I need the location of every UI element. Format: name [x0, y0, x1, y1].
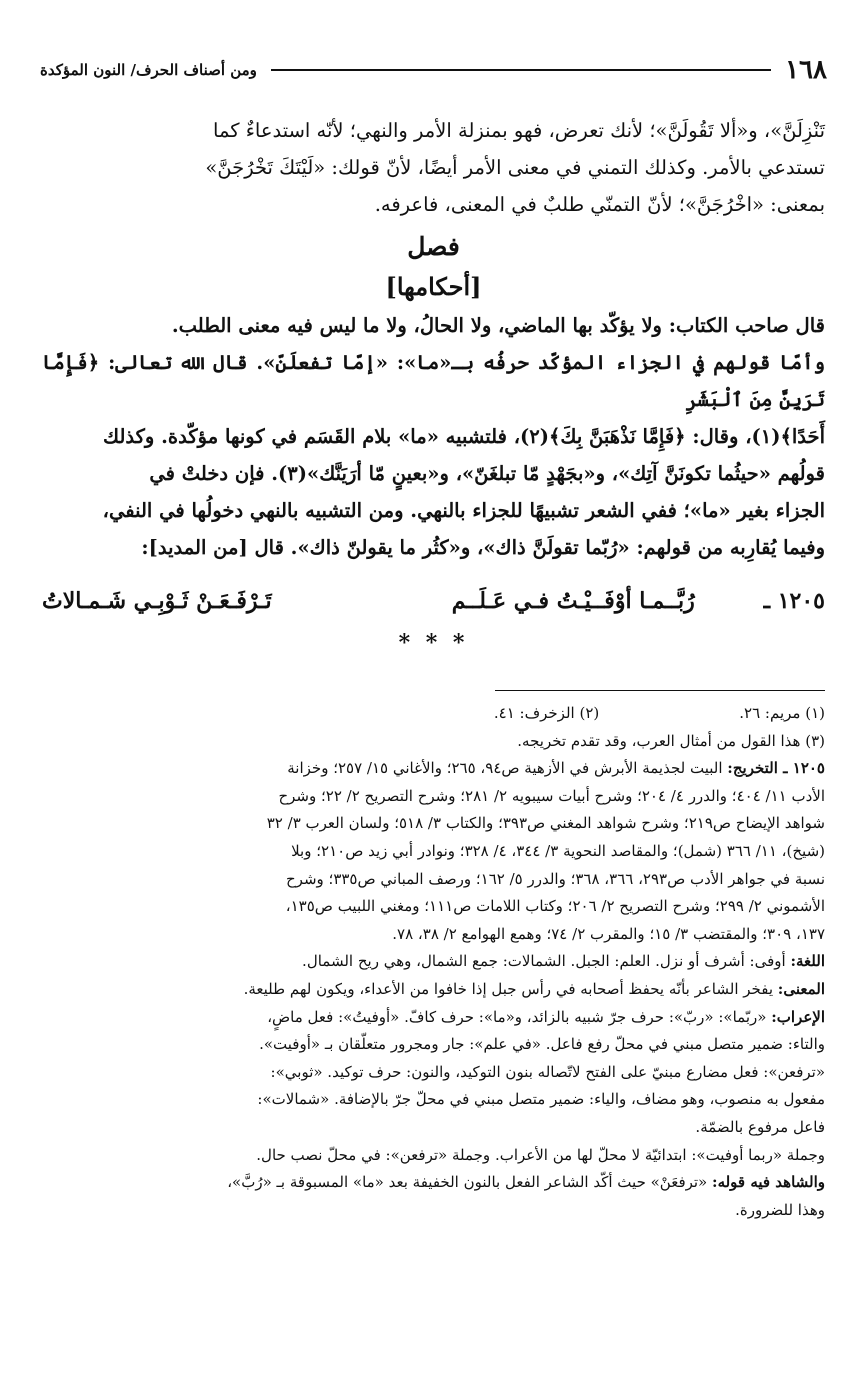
irab-line: مفعول به منصوب، وهو مضاف، والياء: ضمير متصل مبني في محلّ جرّ بالإضافة. «شمالات»:	[257, 1090, 825, 1109]
verse-hemistich-1: رُبَّــمـا أوْفَــيْـتُ فـي عَـلَــم	[451, 588, 695, 614]
footnote-row	[42, 700, 825, 728]
takhrij-line: ١٣٧، ٣٠٩؛ والمقتضب ٣/ ١٥؛ والمقرب ٢/ ٧٤؛ وهمع الهوامع ٢/ ٣٨، ٧٨.	[392, 924, 825, 943]
para2-line: وفيما يُقارِبه من قولهم: «رُبّما تقولَنَّ ذاك»، و«كثُر ما يقولنّ ذاك». قال [من المديد]:	[141, 536, 825, 559]
para2-line: أَحَدًا﴾(١)، وقال: ﴿فَإِمَّا نَذْهَبَنَّ بِكَ﴾(٢)، فلتشبيه «ما» بلام القَسَم في كونها مؤكّدة. وكذلك	[103, 425, 825, 448]
takhrij-text: البيت لجذيمة الأبرش في الأزهية ص٩٤، ٢٦٥؛ والأغاني ١٥/ ٢٥٧؛ وخزانة	[287, 759, 723, 778]
irab-line: والتاء: ضمير متصل مبني في محلّ رفع فاعل. «في علم»: جار ومجرور متعلّقان بـ «أوفيت».	[259, 1035, 825, 1054]
section-heading: فصل	[407, 232, 460, 261]
verse-hemistich-2: تَـرْفَـعَـنْ ثَـوْبِـي شَـمـالاتُ	[42, 588, 272, 614]
lugha-label: اللغة:	[790, 952, 825, 971]
irab-line	[42, 1004, 825, 1032]
footnotes	[42, 700, 825, 1224]
shahid-line	[42, 1169, 825, 1197]
section-separator-stars: * * *	[398, 630, 469, 656]
header-rule	[271, 69, 771, 71]
shahid-label: والشاهد فيه قوله:	[712, 1173, 825, 1192]
page-number: ١٦٨	[785, 55, 827, 85]
para2-line: قال صاحب الكتاب: ولا يؤكّد بها الماضي، ولا الحالُ، ولا ما ليس فيه معنى الطلب.	[171, 314, 825, 337]
takhrij-line: شواهد الإيضاح ص٢١٩؛ وشرح شواهد المغني ص٣٩٣؛ والكتاب ٣/ ٥١٨؛ ولسان العرب ٣/ ٣٢	[266, 814, 825, 833]
verse-number: ١٢٠٥ ـ	[763, 588, 825, 614]
irab-line: فاعل مرفوع بالضمّة.	[695, 1117, 825, 1136]
para2-line: الجزاء بغير «ما»؛ ففي الشعر تشبيهًا للجزاء بالنهي. ومن التشبيه بالنهي دخولُها في النفي،	[102, 499, 825, 522]
footnote-2: (٢) الزخرف: ٤١.	[493, 704, 600, 722]
para1-line: تَنْزِلَنَّ»، و«ألا تَقُولَنَّ»؛ لأنك تعرض، فهو بمنزلة الأمر والنهي؛ لأنّه استدعاءٌ كما	[213, 119, 825, 142]
mana-label: المعنى:	[777, 979, 825, 998]
shahid-line: وهذا للضرورة.	[735, 1200, 825, 1219]
takhrij-line: نسبة في جواهر الأدب ص٢٩٣، ٣٦٦، ٣٦٨؛ والدرر ٥/ ١٦٢؛ ورصف المباني ص٣٣٥؛ وشرح	[286, 869, 825, 888]
para2-line: وأمّا قولهم في الجزاء المؤكّد حرفُه بـ«ما»: «إمّا تفعلَنّ». قال الله تعالى: ﴿فَإِمَّا تَرَيِنَّ مِنَ ٱلْبَشَرِ	[42, 351, 825, 411]
irab-line: «ترفعن»: فعل مضارع مبنيّ على الفتح لاتّصاله بنون التوكيد، والنون: حرف توكيد. «ثوبي»:	[270, 1062, 825, 1081]
lugha-line	[42, 948, 825, 976]
takhrij-line: الأشموني ٢/ ٢٩٩؛ وشرح التصريح ٢/ ٢٠٦؛ وكتاب اللامات ص١١١؛ ومغني اللبيب ص١٣٥،	[285, 897, 825, 916]
para1-line: تستدعي بالأمر. وكذلك التمني في معنى الأمر أيضًا، لأنّ قولك: «لَيْتَكَ تَخْرُجَنَّ»	[205, 156, 825, 179]
para2-line: قولُهم «حيثُما تكونَنَّ آتِك»، و«بجَهْدٍ مّا تبلغَنّ»، و«بعينٍ مّا أرَيَنَّك»(٣). فإن دخلتْ في	[149, 462, 825, 485]
irab-text: «ربّما»: «ربّ»: حرف جرّ شبيه بالزائد، و«ما»: حرف كافّ. «أوفيتُ»: فعل ماضٍ،	[267, 1007, 767, 1026]
main-text	[42, 112, 825, 566]
poetry-verse	[42, 588, 825, 614]
lugha-text: أوفى: أشرف أو نزل. العلم: الجبل. الشمالات: جمع الشمال، وهي ريح الشمال.	[302, 952, 786, 971]
footnote-1: (١) مريم: ٢٦.	[739, 704, 825, 722]
takhrij-line: الأدب ١١/ ٤٠٤؛ والدرر ٤/ ٢٠٤؛ وشرح أبيات سيبويه ٢/ ٢٨١؛ وشرح التصريح ٢/ ٢٢؛ وشرح	[278, 786, 825, 805]
page-header	[40, 52, 827, 88]
footnote-rule	[495, 690, 825, 691]
mana-line	[42, 976, 825, 1004]
takhrij-line	[42, 755, 825, 783]
jumla-line: وجملة «ربما أوفيت»: ابتدائيّة لا محلّ لها من الأعراب. وجملة «ترفعن»: في محلّ نصب حال.	[256, 1145, 825, 1164]
section-subheading: [أحكامها]	[385, 272, 482, 301]
takhrij-line: (شيخ)، ١١/ ٣٦٦ (شمل)؛ والمقاصد النحوية ٣/ ٣٤٤، ٤/ ٣٢٨؛ ونوادر أبي زيد ص٢١٠؛ وبلا	[291, 841, 825, 860]
irab-label: الإعراب:	[771, 1007, 825, 1026]
running-title: ومن أصناف الحرف/ النون المؤكدة	[40, 61, 257, 79]
footnote-3: (٣) هذا القول من أمثال العرب، وقد تقدم تخريجه.	[517, 731, 825, 750]
para1-line: بمعنى: «اخْرُجَنَّ»؛ لأنّ التمنّي طلبٌ في المعنى، فاعرفه.	[374, 193, 825, 216]
shahid-text: «ترفعَنْ» حيث أكّد الشاعر الفعل بالنون الخفيفة بعد «ما» المسبوقة بـ «رُبَّ»،	[227, 1173, 708, 1192]
mana-text: يفخر الشاعر بأنّه يحفظ أصحابه في رأس جبل إذا خافوا من الأعداء، ويكون لهم طليعة.	[243, 979, 773, 998]
takhrij-label: ١٢٠٥ ـ التخريج:	[727, 759, 825, 778]
